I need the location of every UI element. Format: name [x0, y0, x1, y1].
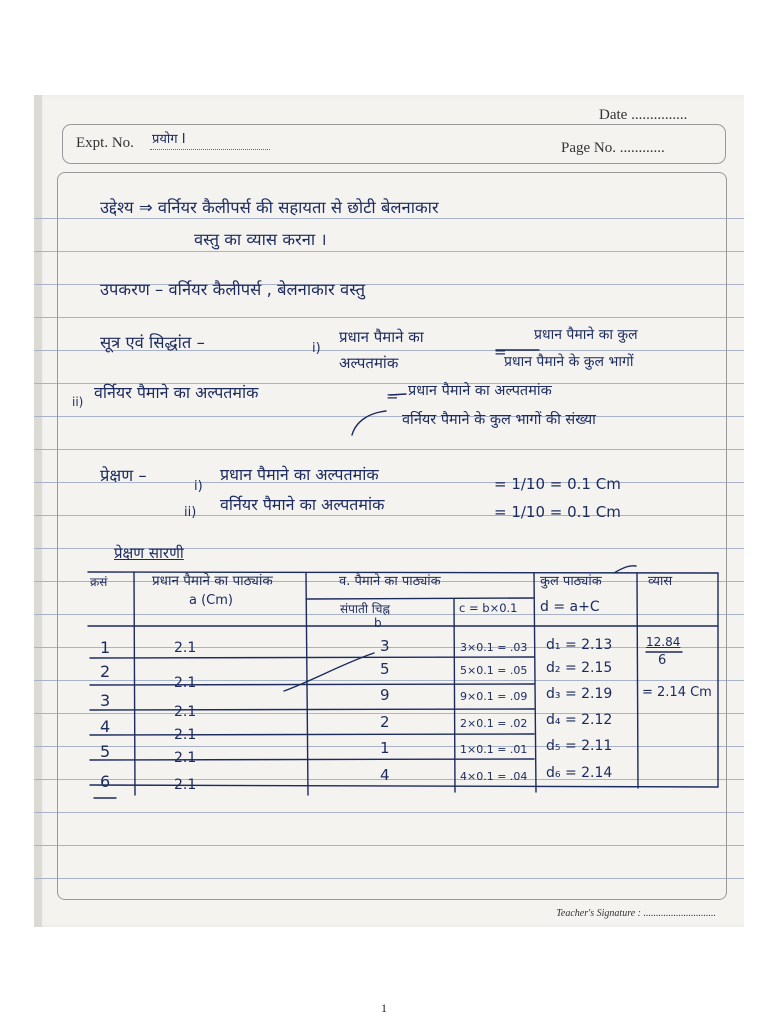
cell-a: 2.1	[174, 777, 197, 793]
formula-i-left-2: अल्पतमांक	[339, 354, 399, 372]
diameter-calc-numerator: 12.84	[646, 635, 681, 649]
formula-i-marker: i)	[312, 341, 321, 356]
cell-c: 9×0.1 = .09	[460, 690, 528, 703]
cell-c: 2×0.1 = .02	[460, 717, 528, 730]
cell-d: d₁ = 2.13	[546, 637, 613, 653]
diameter-calc-denominator: 6	[658, 653, 667, 668]
observation-ii-marker: ii)	[184, 505, 197, 520]
observation-i-text: प्रधान पैमाने का अल्पतमांक	[220, 465, 379, 484]
aim-line-1: उद्देश्य ⇒ वर्नियर कैलीपर्स की सहायता से छोटी बेलनाकार	[100, 198, 439, 217]
cell-c: 1×0.1 = .01	[460, 743, 528, 756]
formula-i-denominator: प्रधान पैमाने के कुल भागों	[504, 354, 634, 370]
observation-heading: प्रेक्षण –	[100, 466, 147, 485]
cell-c: 3×0.1 = .03	[460, 641, 528, 654]
apparatus-line: उपकरण – वर्नियर कैलीपर्स , बेलनाकार वस्तु	[100, 280, 366, 299]
cell-b: 9	[380, 686, 390, 704]
cell-a: 2.1	[174, 750, 197, 766]
page-number: 1	[381, 1001, 387, 1015]
formula-i-numerator: प्रधान पैमाने का कुल	[534, 327, 638, 343]
date-label: Date ...............	[599, 107, 688, 123]
header-diameter: व्यास	[648, 574, 673, 589]
page-label: Page No. ............	[561, 140, 665, 156]
cell-b: 3	[380, 637, 390, 655]
cell-b: 4	[380, 766, 390, 784]
formula-i-equals: =	[494, 343, 507, 361]
cell-sno: 3	[100, 691, 111, 710]
observation-ii-text: वर्नियर पैमाने का अल्पतमांक	[220, 495, 385, 514]
header-coincident: संपाती चिह्न	[340, 602, 390, 616]
cell-sno: 1	[100, 638, 111, 657]
aim-line-2: वस्तु का व्यास करना ।	[194, 230, 327, 249]
header-vernier: व. पैमाने का पाठ्यांक	[339, 574, 441, 589]
header-d-formula: d = a+C	[540, 599, 600, 615]
header-sno: क्रसं	[90, 575, 108, 589]
cell-b: 1	[380, 739, 390, 757]
cell-c: 5×0.1 = .05	[460, 664, 528, 677]
cell-d: d₄ = 2.12	[546, 712, 613, 728]
cell-sno: 4	[100, 717, 111, 736]
cell-sno: 6	[100, 772, 111, 791]
cell-d: d₅ = 2.11	[546, 738, 613, 754]
observation-ii-value: = 1/10 = 0.1 Cm	[494, 503, 621, 521]
header-main-scale-unit: a (Cm)	[189, 593, 233, 608]
cell-d: d₂ = 2.15	[546, 660, 613, 676]
header-total: कुल पाठ्यांक	[540, 574, 602, 589]
table-title: प्रेक्षण सारणी	[114, 544, 184, 562]
cell-a: 2.1	[174, 675, 197, 691]
header-coincident-b: b	[374, 616, 382, 630]
cell-b: 2	[380, 713, 390, 731]
formula-i-left: प्रधान पैमाने का	[339, 328, 424, 346]
formula-ii-denominator: वर्नियर पैमाने के कुल भागों की संख्या	[402, 412, 596, 428]
formula-ii-equals: =	[386, 387, 399, 405]
header-c-formula: c = b×0.1	[459, 601, 518, 615]
notebook-page	[34, 95, 744, 927]
cell-sno: 2	[100, 662, 111, 681]
formula-heading: सूत्र एवं सिद्धांत –	[100, 333, 205, 352]
expt-value: प्रयोग I	[152, 132, 186, 147]
cell-a: 2.1	[174, 727, 197, 743]
cell-b: 5	[380, 660, 390, 678]
cell-c: 4×0.1 = .04	[460, 770, 528, 783]
cell-d: d₆ = 2.14	[546, 765, 613, 781]
cell-sno: 5	[100, 742, 111, 761]
formula-ii-numerator: प्रधान पैमाने का अल्पतमांक	[408, 383, 552, 399]
observation-i-marker: i)	[194, 479, 203, 494]
formula-ii-left: वर्नियर पैमाने का अल्पतमांक	[94, 383, 259, 402]
cell-a: 2.1	[174, 704, 197, 720]
diameter-result: = 2.14 Cm	[642, 685, 712, 700]
formula-ii-marker: ii)	[72, 395, 84, 409]
header-main-scale: प्रधान पैमाने का पाठ्यांक	[152, 573, 273, 589]
expt-label: Expt. No.	[76, 135, 134, 151]
cell-d: d₃ = 2.19	[546, 686, 613, 702]
handwritten-strokes	[34, 95, 744, 927]
cell-a: 2.1	[174, 640, 197, 656]
observation-i-value: = 1/10 = 0.1 Cm	[494, 475, 621, 493]
signature-label: Teacher's Signature : .............................	[556, 908, 716, 919]
